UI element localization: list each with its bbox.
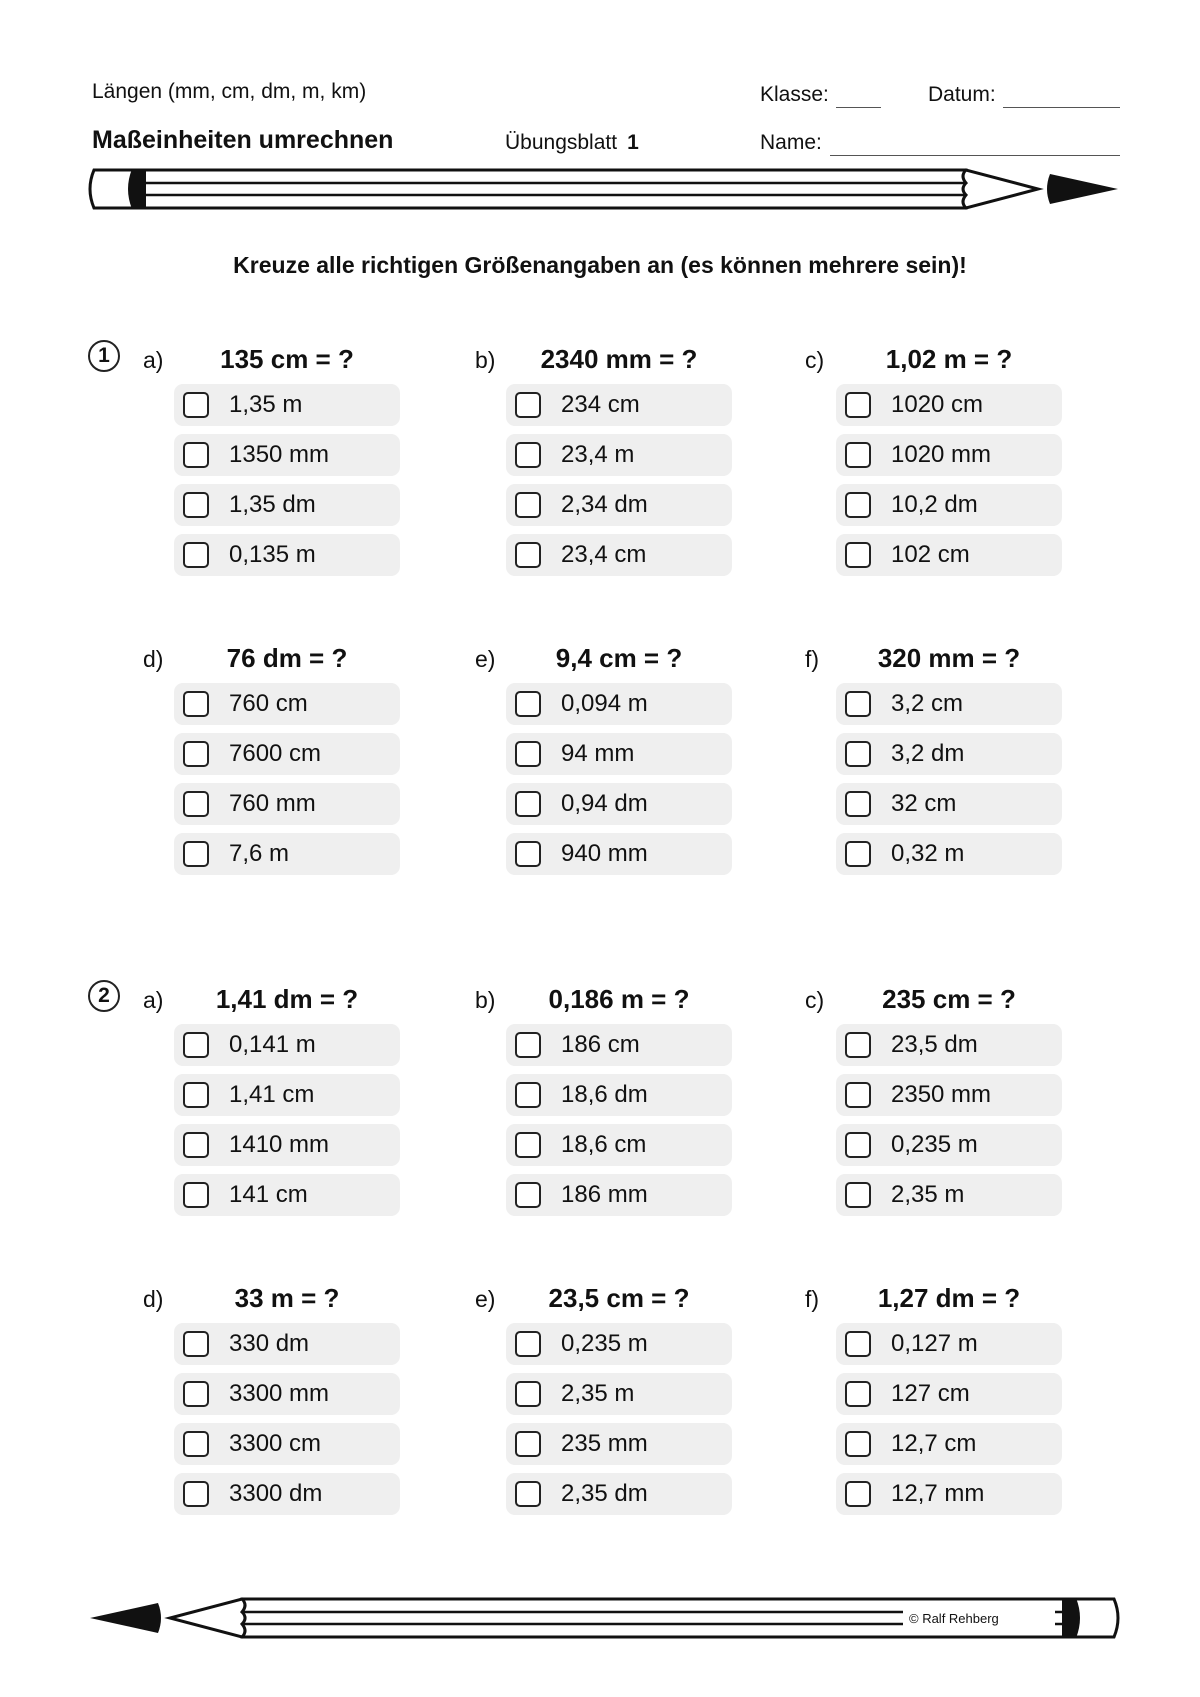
checkbox[interactable] [515, 791, 541, 817]
checkbox[interactable] [845, 1082, 871, 1108]
answer-label: 1410 mm [229, 1131, 330, 1158]
checkbox[interactable] [183, 1381, 209, 1407]
answer-label: 1350 mm [229, 441, 330, 468]
checkbox[interactable] [183, 791, 209, 817]
answer-label: 1020 mm [891, 441, 992, 468]
checkbox[interactable] [183, 392, 209, 418]
answer-label: 23,4 m [561, 441, 635, 468]
checkbox[interactable] [183, 1032, 209, 1058]
question-text: 2340 mm = ? [540, 344, 698, 374]
answer-option[interactable] [174, 1473, 400, 1515]
answer-option[interactable] [174, 783, 400, 825]
checkbox[interactable] [515, 492, 541, 518]
answer-option[interactable] [506, 683, 732, 725]
answer-label: 1020 cm [891, 391, 984, 418]
checkbox[interactable] [845, 542, 871, 568]
sheet-label: Übungsblatt [505, 131, 618, 154]
pencil-top-illustration [88, 165, 1120, 213]
answer-option[interactable] [506, 1373, 732, 1415]
task-number: 2 [88, 980, 120, 1012]
answer-option[interactable] [174, 1373, 400, 1415]
checkbox[interactable] [845, 841, 871, 867]
answer-label: 760 cm [229, 690, 308, 717]
question-text: 1,41 dm = ? [215, 984, 359, 1014]
answer-option[interactable] [174, 534, 400, 576]
checkbox[interactable] [515, 442, 541, 468]
answer-label: 3300 mm [229, 1380, 330, 1407]
checkbox[interactable] [183, 492, 209, 518]
checkbox[interactable] [515, 741, 541, 767]
answer-option[interactable] [174, 1074, 400, 1116]
checkbox[interactable] [845, 492, 871, 518]
answer-option[interactable] [836, 683, 1062, 725]
answer-label: 0,094 m [561, 690, 648, 717]
answer-label: 235 mm [561, 1430, 648, 1457]
question-text: 0,186 m = ? [548, 984, 690, 1014]
answer-option[interactable] [174, 1423, 400, 1465]
answer-label: 7600 cm [229, 740, 322, 767]
worksheet-number [505, 131, 639, 155]
instruction: Kreuze alle richtigen Größenangaben an (es können mehrere sein)! [233, 252, 967, 278]
question-text: 1,27 dm = ? [877, 1283, 1021, 1313]
checkbox[interactable] [515, 1331, 541, 1357]
answer-option[interactable] [506, 484, 732, 526]
answer-label: 2,35 dm [561, 1480, 648, 1507]
answer-option[interactable] [174, 683, 400, 725]
worksheet-topic: Längen (mm, cm, dm, m, km) [92, 80, 367, 103]
question-letter: a) [143, 987, 164, 1013]
answer-label: 23,4 cm [561, 541, 647, 568]
question-text: 9,4 cm = ? [555, 643, 683, 673]
checkbox[interactable] [845, 1032, 871, 1058]
checkbox[interactable] [515, 1082, 541, 1108]
answer-option[interactable] [836, 1373, 1062, 1415]
answer-label: 940 mm [561, 840, 648, 867]
answer-option[interactable] [174, 833, 400, 875]
checkbox[interactable] [845, 442, 871, 468]
answer-option[interactable] [174, 1323, 400, 1365]
answer-label: 0,135 m [229, 541, 316, 568]
date-label: Datum: [928, 83, 996, 106]
answer-option[interactable] [506, 1174, 732, 1216]
answer-label: 10,2 dm [891, 491, 978, 518]
question-text: 76 dm = ? [226, 643, 348, 673]
question-text: 23,5 cm = ? [548, 1283, 690, 1313]
name-field[interactable] [830, 155, 1120, 156]
question-text: 33 m = ? [234, 1283, 340, 1313]
answer-label: 234 cm [561, 391, 640, 418]
answer-label: 141 cm [229, 1181, 308, 1208]
question-letter: d) [143, 646, 164, 672]
checkbox[interactable] [183, 741, 209, 767]
answer-option[interactable] [174, 733, 400, 775]
answer-option[interactable] [836, 1473, 1062, 1515]
checkbox[interactable] [845, 1481, 871, 1507]
checkbox[interactable] [183, 442, 209, 468]
answer-option[interactable] [174, 484, 400, 526]
answer-label: 2,34 dm [561, 491, 648, 518]
checkbox[interactable] [515, 1481, 541, 1507]
answer-label: 186 cm [561, 1031, 640, 1058]
question-letter: a) [143, 347, 164, 373]
answer-option[interactable] [836, 1024, 1062, 1066]
question-letter: f) [805, 646, 820, 672]
date-field[interactable] [1003, 107, 1120, 108]
answer-option[interactable] [506, 1124, 732, 1166]
answer-label: 2350 mm [891, 1081, 992, 1108]
answer-option[interactable] [506, 434, 732, 476]
checkbox[interactable] [515, 1032, 541, 1058]
answer-option[interactable] [506, 1074, 732, 1116]
checkbox[interactable] [515, 691, 541, 717]
worksheet-title: Maßeinheiten umrechnen [92, 126, 394, 154]
answer-label: 102 cm [891, 541, 970, 568]
question-letter: d) [143, 1286, 164, 1312]
answer-option[interactable] [836, 1174, 1062, 1216]
checkbox[interactable] [845, 1132, 871, 1158]
checkbox[interactable] [845, 392, 871, 418]
answer-option[interactable] [506, 1473, 732, 1515]
class-label: Klasse: [760, 83, 829, 106]
checkbox[interactable] [845, 691, 871, 717]
checkbox[interactable] [515, 392, 541, 418]
checkbox[interactable] [515, 1182, 541, 1208]
checkbox[interactable] [845, 1381, 871, 1407]
class-field[interactable] [836, 107, 881, 108]
answer-label: 0,127 m [891, 1330, 978, 1357]
checkbox[interactable] [515, 841, 541, 867]
answer-label: 3300 dm [229, 1480, 323, 1507]
checkbox[interactable] [515, 1132, 541, 1158]
answer-label: 3,2 cm [891, 690, 964, 717]
checkbox[interactable] [183, 1431, 209, 1457]
question-letter: e) [475, 1286, 496, 1312]
answer-label: 18,6 dm [561, 1081, 648, 1108]
answer-label: 3300 cm [229, 1430, 322, 1457]
answer-option[interactable] [836, 1323, 1062, 1365]
checkbox[interactable] [515, 1431, 541, 1457]
answer-label: 127 cm [891, 1380, 970, 1407]
checkbox[interactable] [515, 542, 541, 568]
checkbox[interactable] [515, 1381, 541, 1407]
answer-label: 0,235 m [561, 1330, 648, 1357]
answer-label: 12,7 mm [891, 1480, 985, 1507]
answer-option[interactable] [506, 1024, 732, 1066]
answer-option[interactable] [836, 833, 1062, 875]
answer-option[interactable] [506, 833, 732, 875]
answer-option[interactable] [506, 783, 732, 825]
checkbox[interactable] [845, 791, 871, 817]
copyright-text: © Ralf Rehberg [909, 1611, 999, 1626]
answer-option[interactable] [836, 534, 1062, 576]
answer-option[interactable] [836, 1124, 1062, 1166]
answer-option[interactable] [174, 1124, 400, 1166]
answer-option[interactable] [836, 1074, 1062, 1116]
question-text: 235 cm = ? [882, 984, 1016, 1014]
answer-label: 0,141 m [229, 1031, 316, 1058]
question-letter: b) [475, 347, 496, 373]
sheet-number: 1 [627, 131, 639, 154]
answer-label: 0,94 dm [561, 790, 648, 817]
answer-label: 23,5 dm [891, 1031, 978, 1058]
answer-label: 2,35 m [891, 1181, 965, 1208]
answer-option[interactable] [506, 1423, 732, 1465]
question-letter: c) [805, 987, 825, 1013]
checkbox[interactable] [183, 542, 209, 568]
name-label: Name: [760, 131, 822, 154]
checkbox[interactable] [845, 1331, 871, 1357]
answer-label: 12,7 cm [891, 1430, 977, 1457]
task-number: 1 [88, 340, 120, 372]
answer-option[interactable] [836, 484, 1062, 526]
answer-label: 3,2 dm [891, 740, 965, 767]
question-letter: b) [475, 987, 496, 1013]
question-letter: e) [475, 646, 496, 672]
checkbox[interactable] [845, 1182, 871, 1208]
answer-option[interactable] [836, 434, 1062, 476]
question-letter: f) [805, 1286, 820, 1312]
answer-label: 1,35 m [229, 391, 303, 418]
answer-option[interactable] [506, 384, 732, 426]
checkbox[interactable] [183, 1132, 209, 1158]
answer-option[interactable] [506, 1323, 732, 1365]
answer-label: 94 mm [561, 740, 635, 767]
answer-label: 2,35 m [561, 1380, 635, 1407]
checkbox[interactable] [845, 1431, 871, 1457]
answer-option[interactable] [506, 534, 732, 576]
answer-label: 1,41 cm [229, 1081, 315, 1108]
answer-label: 32 cm [891, 790, 957, 817]
answer-option[interactable] [174, 434, 400, 476]
checkbox[interactable] [183, 841, 209, 867]
checkbox[interactable] [183, 691, 209, 717]
answer-label: 0,235 m [891, 1131, 978, 1158]
answer-option[interactable] [836, 733, 1062, 775]
answer-label: 186 mm [561, 1181, 648, 1208]
answer-option[interactable] [506, 733, 732, 775]
question-letter: c) [805, 347, 825, 373]
checkbox[interactable] [183, 1082, 209, 1108]
checkbox[interactable] [845, 741, 871, 767]
answer-option[interactable] [174, 1024, 400, 1066]
answer-option[interactable] [174, 1174, 400, 1216]
answer-label: 330 dm [229, 1330, 310, 1357]
answer-label: 1,35 dm [229, 491, 316, 518]
question-text: 135 cm = ? [220, 344, 354, 374]
checkbox[interactable] [183, 1481, 209, 1507]
answer-label: 760 mm [229, 790, 316, 817]
checkbox[interactable] [183, 1182, 209, 1208]
answer-option[interactable] [836, 384, 1062, 426]
answer-option[interactable] [836, 783, 1062, 825]
answer-label: 18,6 cm [561, 1131, 647, 1158]
question-text: 1,02 m = ? [885, 344, 1013, 374]
question-text: 320 mm = ? [877, 643, 1021, 673]
answer-option[interactable] [174, 384, 400, 426]
checkbox[interactable] [183, 1331, 209, 1357]
answer-label: 0,32 m [891, 840, 965, 867]
answer-option[interactable] [836, 1423, 1062, 1465]
answer-label: 7,6 m [229, 840, 290, 867]
